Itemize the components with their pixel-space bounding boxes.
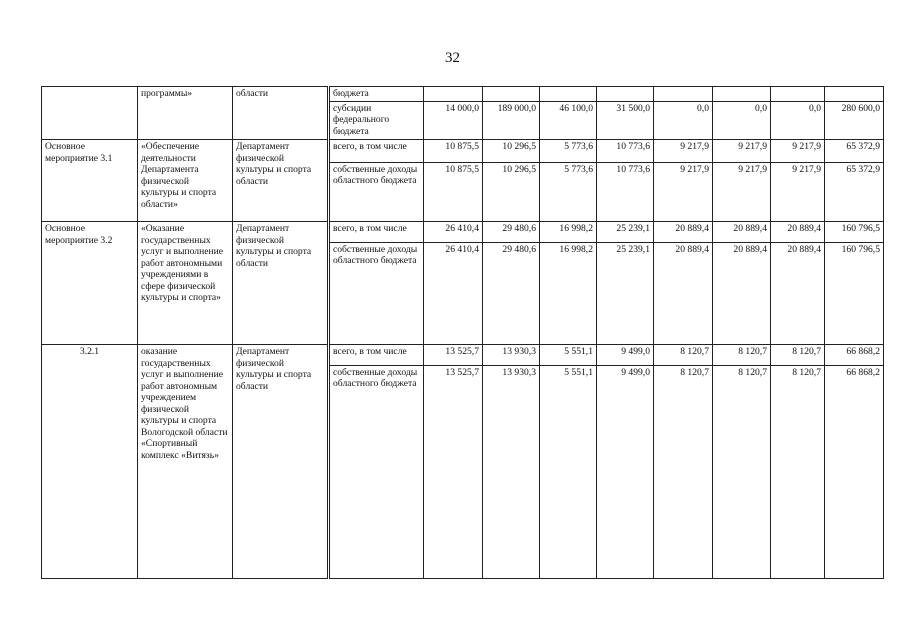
value-cell: 14 000,0 (424, 101, 483, 139)
value-cell: 280 600,0 (825, 101, 884, 139)
executor-cell: области (233, 87, 329, 140)
executor-cell: Департамент физической культуры и спорта области (233, 140, 329, 222)
value-cell: 9 217,9 (713, 162, 771, 221)
value-cell: 9 217,9 (771, 140, 825, 163)
value-cell: 46 100,0 (540, 101, 597, 139)
value-cell: 26 410,4 (424, 242, 483, 345)
value-cell: 8 120,7 (654, 365, 713, 578)
value-cell: 0,0 (654, 101, 713, 139)
page-number: 32 (445, 50, 460, 66)
value-cell: 10 875,5 (424, 140, 483, 163)
value-cell: 0,0 (771, 101, 825, 139)
value-cell: 9 217,9 (654, 140, 713, 163)
value-cell: 31 500,0 (597, 101, 654, 139)
source-cell: собственные доходы областного бюджета (329, 242, 424, 345)
value-cell: 10 296,5 (483, 140, 540, 163)
value-cell: 26 410,4 (424, 222, 483, 243)
value-cell: 9 499,0 (597, 365, 654, 578)
value-cell: 9 217,9 (771, 162, 825, 221)
table-row (42, 345, 884, 366)
value-cell: 13 525,7 (424, 365, 483, 578)
value-cell: 5 551,1 (540, 365, 597, 578)
title-cell: «Оказание государственных услуг и выполнение работ автономными учреждениями в сфере физической культуры и спорта» (138, 222, 233, 345)
budget-table (41, 86, 884, 579)
value-cell: 189 000,0 (483, 101, 540, 139)
value-cell: 10 773,6 (597, 140, 654, 163)
code-cell: Основное мероприятие 3.1 (42, 140, 138, 222)
value-cell: 65 372,9 (825, 162, 884, 221)
value-cell: 20 889,4 (713, 242, 771, 345)
value-cell: 0,0 (713, 101, 771, 139)
value-cell: 66 868,2 (825, 345, 884, 366)
value-cell: 20 889,4 (713, 222, 771, 243)
value-cell: 8 120,7 (713, 365, 771, 578)
value-cell: 10 296,5 (483, 162, 540, 221)
code-cell: Основное мероприятие 3.2 (42, 222, 138, 345)
value-cell: 16 998,2 (540, 242, 597, 345)
value-cell: 8 120,7 (771, 345, 825, 366)
value-cell: 13 525,7 (424, 345, 483, 366)
source-cell: всего, в том числе (329, 140, 424, 163)
value-cell: 25 239,1 (597, 242, 654, 345)
title-cell: «Обеспечение деятельности Департамента физической культуры и спорта области» (138, 140, 233, 222)
value-cell: 160 796,5 (825, 222, 884, 243)
table-row (42, 140, 884, 163)
value-cell: 13 930,3 (483, 365, 540, 578)
value-cell: 5 551,1 (540, 345, 597, 366)
value-cell: 5 773,6 (540, 140, 597, 163)
code-cell (42, 87, 138, 140)
value-cell: 160 796,5 (825, 242, 884, 345)
value-cell: 5 773,6 (540, 162, 597, 221)
value-cell: 20 889,4 (771, 222, 825, 243)
source-cell: собственные доходы областного бюджета (329, 365, 424, 578)
value-cell: 25 239,1 (597, 222, 654, 243)
executor-cell: Департамент физической культуры и спорта области (233, 222, 329, 345)
source-cell: бюджета (329, 87, 424, 102)
source-cell: всего, в том числе (329, 222, 424, 243)
value-cell: 20 889,4 (771, 242, 825, 345)
value-cell: 9 217,9 (713, 140, 771, 163)
value-cell: 9 499,0 (597, 345, 654, 366)
table-row (42, 222, 884, 243)
value-cell: 20 889,4 (654, 222, 713, 243)
value-cell: 10 875,5 (424, 162, 483, 221)
value-cell: 65 372,9 (825, 140, 884, 163)
title-cell: программы» (138, 87, 233, 140)
value-cell: 9 217,9 (654, 162, 713, 221)
source-cell: субсидии федерального бюджета (329, 101, 424, 139)
title-cell: оказание государственных услуг и выполнение работ автономным учреждением физической культуры и спорта Вологодской области «Спортивный комплекс «Витязь» (138, 345, 233, 579)
executor-cell: Департамент физической культуры и спорта области (233, 345, 329, 579)
value-cell: 10 773,6 (597, 162, 654, 221)
source-cell: всего, в том числе (329, 345, 424, 366)
value-cell: 29 480,6 (483, 242, 540, 345)
value-cell: 16 998,2 (540, 222, 597, 243)
table-row (42, 87, 884, 102)
code-cell: 3.2.1 (42, 345, 138, 579)
value-cell: 8 120,7 (654, 345, 713, 366)
value-cell: 13 930,3 (483, 345, 540, 366)
value-cell: 8 120,7 (771, 365, 825, 578)
source-cell: собственные доходы областного бюджета (329, 162, 424, 221)
value-cell: 8 120,7 (713, 345, 771, 366)
value-cell: 66 868,2 (825, 365, 884, 578)
value-cell: 20 889,4 (654, 242, 713, 345)
value-cell: 29 480,6 (483, 222, 540, 243)
